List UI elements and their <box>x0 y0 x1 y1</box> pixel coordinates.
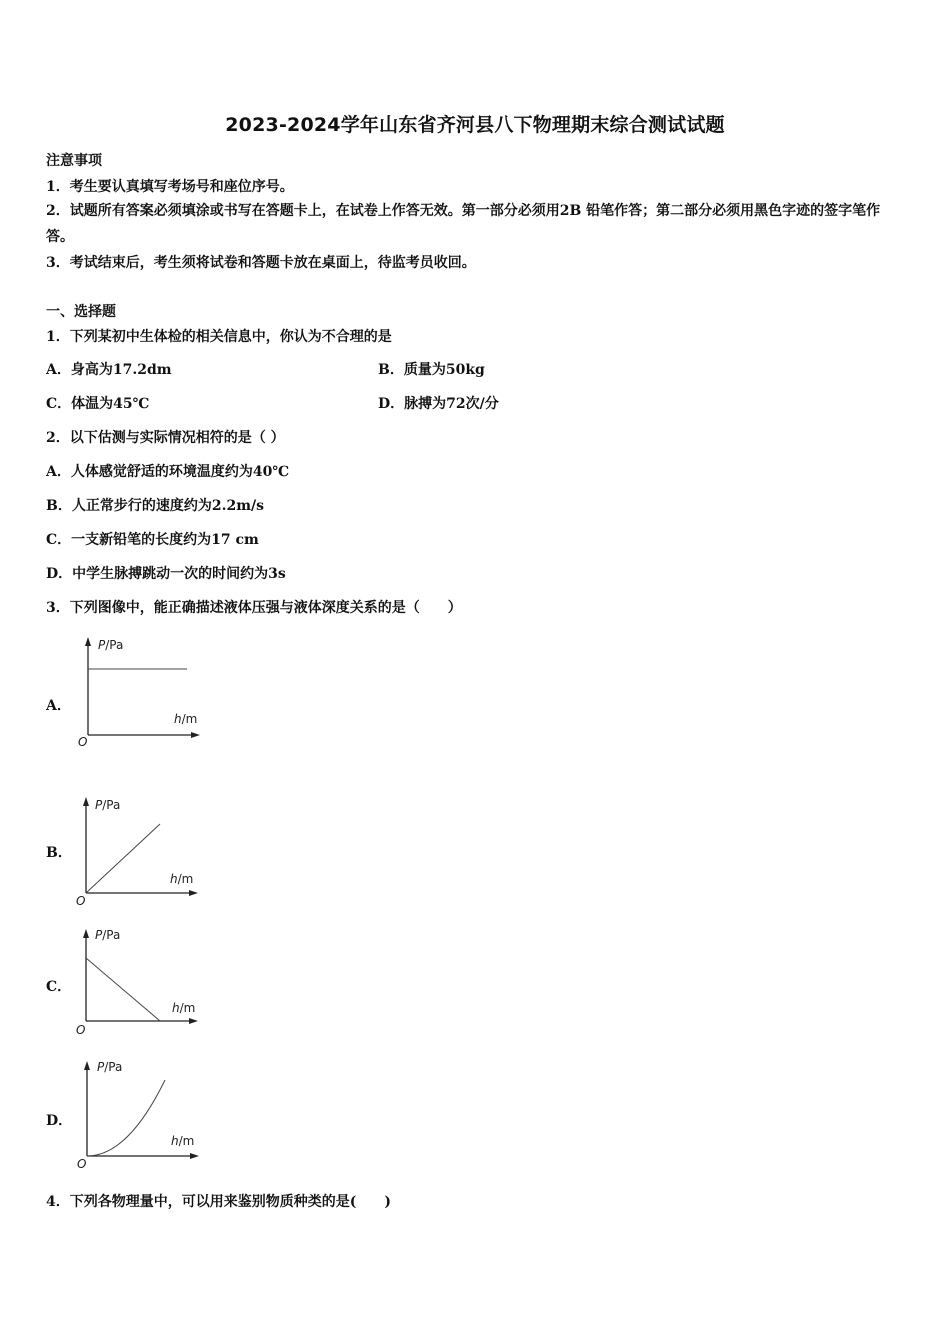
graph-c-x-unit: /m <box>179 1001 196 1015</box>
graph-b-x-var: h <box>170 872 178 886</box>
q2-stem: 2．以下估测与实际情况相符的是（ ） <box>46 430 285 446</box>
page-title: 2023-2024学年山东省齐河县八下物理期末综合测试试题 <box>225 114 725 136</box>
q2-option-a: A．人体感觉舒适的环境温度约为40℃ <box>46 464 290 480</box>
q3-option-b-label: B． <box>46 845 72 861</box>
graph-a-x-unit: /m <box>181 712 198 726</box>
svg-text:P/Pa <box>95 928 120 942</box>
notice-heading: 注意事项 <box>46 153 102 169</box>
svg-text:P/Pa <box>98 638 123 652</box>
q4-stem: 4．下列各物理量中，可以用来鉴别物质种类的是( ) <box>46 1194 391 1210</box>
q3-option-c-label: C． <box>46 979 72 995</box>
svg-text:h/m <box>171 1134 194 1148</box>
graph-a-y-var: P <box>98 638 106 652</box>
graph-d-y-var: P <box>97 1060 105 1074</box>
q3-stem: 3．下列图像中，能正确描述液体压强与液体深度关系的是（ ） <box>46 600 462 616</box>
q1-option-d: D．脉搏为72次/分 <box>378 396 499 412</box>
graph-c-x-var: h <box>172 1001 180 1015</box>
graph-c-curve <box>86 958 160 1021</box>
q1-option-b: B．质量为50kg <box>378 362 485 378</box>
q3-option-a-label: A． <box>46 698 71 714</box>
svg-text:h/m <box>172 1001 195 1015</box>
graph-d-x-unit: /m <box>178 1134 195 1148</box>
graph-d-y-unit: /Pa <box>104 1060 123 1074</box>
q1-option-a: A．身高为17.2dm <box>46 362 172 378</box>
q3-option-d-label: D． <box>46 1113 73 1129</box>
q3-graph-b <box>70 795 210 910</box>
notice-item-3: 3．考试结束后，考生须将试卷和答题卡放在桌面上，待监考员收回。 <box>46 255 476 271</box>
q2-option-c: C．一支新铅笔的长度约为17 cm <box>46 532 259 548</box>
graph-c-origin: O <box>76 1023 86 1037</box>
svg-text:P/Pa <box>97 1060 122 1074</box>
graph-b-y-unit: /Pa <box>102 798 121 812</box>
svg-text:h/m <box>170 872 193 886</box>
section-heading: 一、选择题 <box>46 304 116 320</box>
graph-d-curve <box>87 1080 165 1156</box>
svg-text:h/m <box>174 712 197 726</box>
graph-a-y-unit: /Pa <box>105 638 124 652</box>
q2-option-b: B．人正常步行的速度约为2.2m/s <box>46 498 264 514</box>
svg-text:P/Pa <box>95 798 120 812</box>
graph-b-curve <box>86 824 160 893</box>
graph-b-y-var: P <box>95 798 103 812</box>
graph-b-origin: O <box>76 894 86 908</box>
graph-a-origin: O <box>78 735 88 749</box>
q2-option-d: D．中学生脉搏跳动一次的时间约为3s <box>46 566 286 582</box>
q3-graph-a <box>70 635 210 750</box>
notice-item-1: 1．考生要认真填写考场号和座位序号。 <box>46 179 294 195</box>
q1-option-c: C．体温为45℃ <box>46 396 150 412</box>
graph-b-x-unit: /m <box>177 872 194 886</box>
q3-graph-d <box>70 1057 210 1172</box>
q3-graph-c <box>70 925 210 1040</box>
graph-d-origin: O <box>77 1157 87 1171</box>
notice-item-2: 2．试题所有答案必须填涂或书写在答题卡上，在试卷上作答无效。第一部分必须用2B 铅笔作答；第二部分必须用黑色字迹的签字笔作答。 <box>46 203 881 245</box>
graph-a-x-var: h <box>174 712 182 726</box>
graph-c-y-var: P <box>95 928 103 942</box>
q1-stem: 1．下列某初中生体检的相关信息中，你认为不合理的是 <box>46 329 392 345</box>
graph-d-x-var: h <box>171 1134 179 1148</box>
graph-c-y-unit: /Pa <box>102 928 121 942</box>
